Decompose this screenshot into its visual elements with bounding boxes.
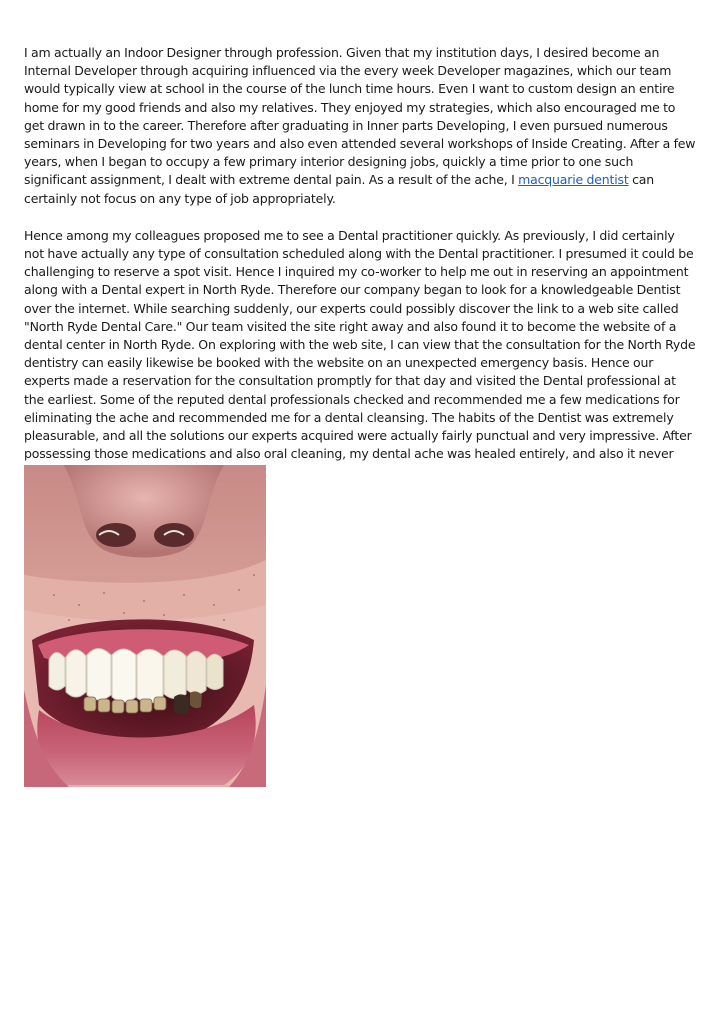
article-body: [24, 44, 698, 482]
paragraph-intro-text: I am actually an Indoor Designer through profession. Given that my institution days, I desired become an Internal Developer through acquiring influenced via the every week Developer magazines, which our team would typically view at school in the course of the lunch time hours. Even I want to custom design an entire home for my good friends and also my relatives. They enjoyed my strategies, which also encouraged me to get drawn in to the career. Therefore after graduating in Inner parts Developing, I even pursued numerous seminars in Developing for two years and also even attended several workshops of Inside Creating. After a few years, when I began to occupy a few primary interior designing jobs, quickly a time prior to one such significant assignment, I dealt with extreme dental pain. As a result of the ache, I: [24, 45, 696, 188]
paragraph-intro-tail: can certainly not focus on any type of job appropriately.: [24, 172, 654, 206]
macquarie-dentist-link[interactable]: macquarie dentist: [518, 172, 629, 188]
dental-photo-illustration: [24, 465, 266, 787]
paragraph-story: Hence among my colleagues proposed me to see a Dental practitioner quickly. As previously, I did certainly not have actually any type of consultation scheduled along with the Dental practitioner. I presumed it could be challenging to reserve a spot visit. Hence I inquired my co-worker to help me out in reserving an appointment along with a Dental expert in North Ryde. Therefore our company began to look for a knowledgeable Dentist over the internet. While searching suddenly, our experts could possibly discover the link to a web site called "North Ryde Dental Care." Our team visited the site right away and also found it to become the website of a dental center in North Ryde. On exploring with the web site, I can view that the consultation for the North Ryde dentistry can easily likewise be booked with the website on an unexpected emergency basis. Hence our experts made a reservation for the consultation promptly for that day and visited the Dental professional at the earliest. Some of the reputed dental professionals checked and recommended me a few medications for eliminating the ache and recommended me for a dental cleansing. The habits of the Dentist was extremely pleasurable, and all the solutions our experts acquired were actually fairly punctual and very impressive. After possessing those medications and also oral cleaning, my dental ache was healed entirely, and also it never: [24, 227, 696, 462]
dental-photo-image: [24, 465, 266, 787]
paragraph-intro: [24, 44, 698, 208]
